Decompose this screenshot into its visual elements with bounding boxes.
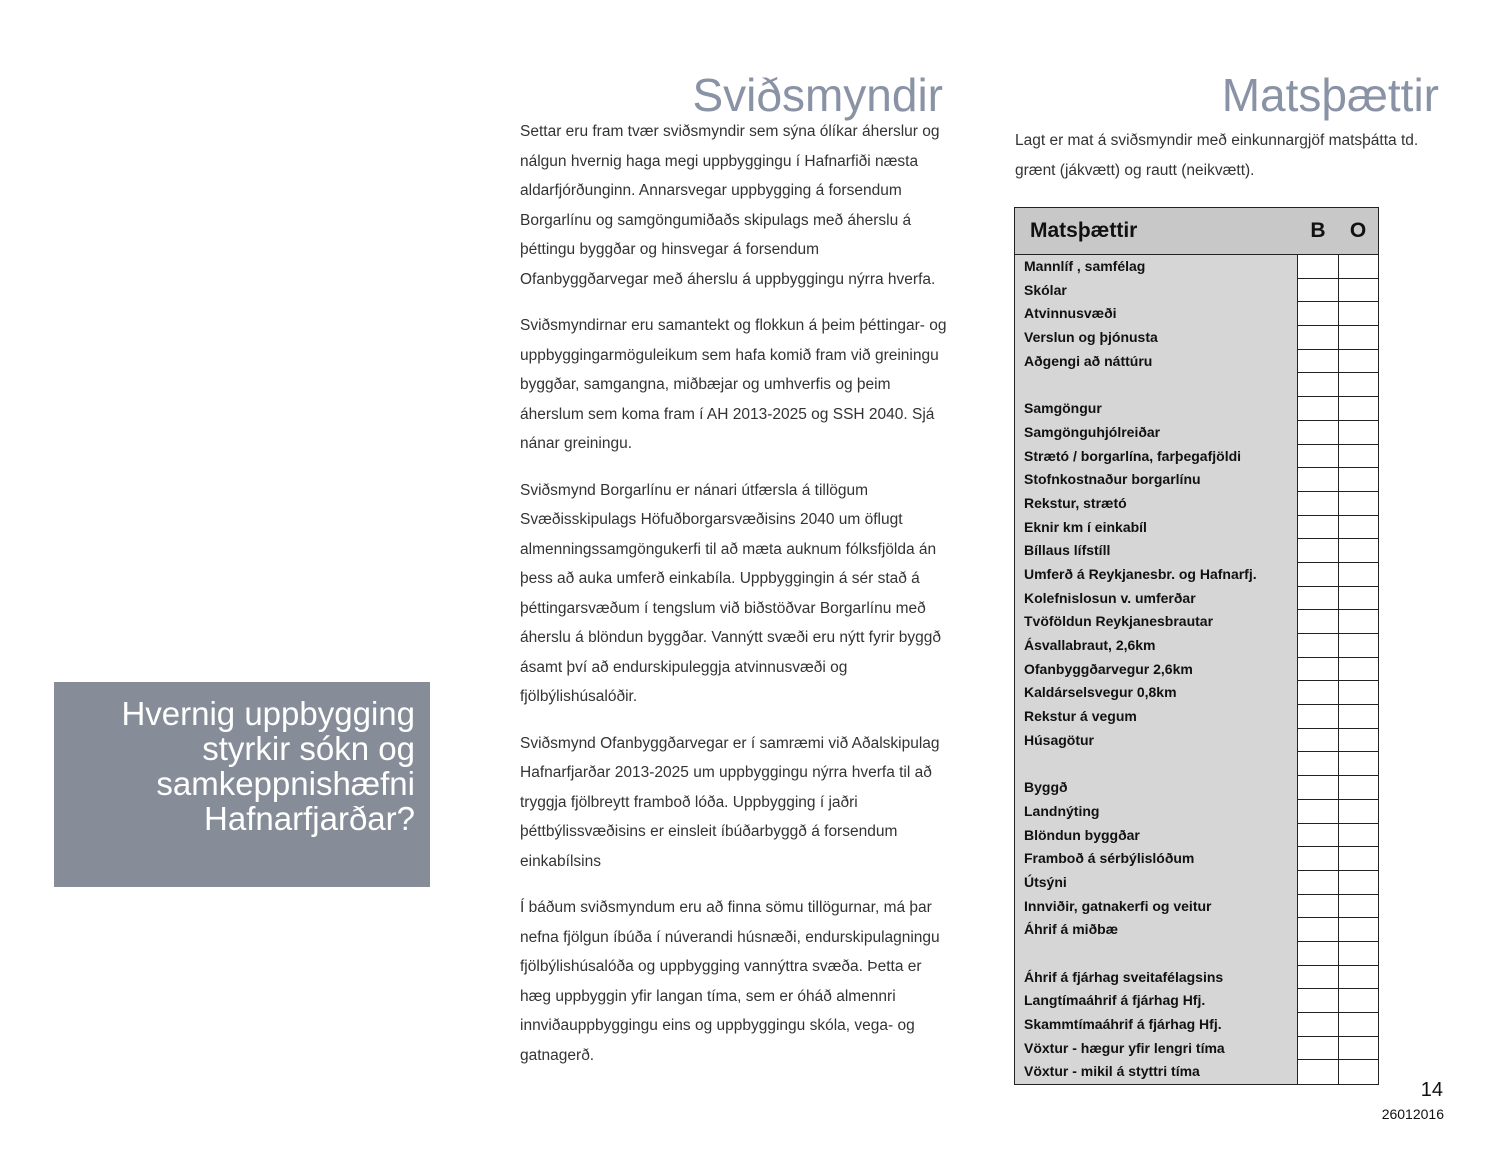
row-label: Tvöföldun Reykjanesbrautar xyxy=(1015,610,1298,634)
score-cell-b[interactable] xyxy=(1298,895,1338,919)
score-cell-b[interactable] xyxy=(1298,302,1338,326)
score-cell-o[interactable] xyxy=(1338,729,1378,753)
score-cell-o[interactable] xyxy=(1338,705,1378,729)
score-cell-o[interactable] xyxy=(1338,918,1378,942)
score-cell-b[interactable] xyxy=(1298,752,1338,776)
row-label: Rekstur á vegum xyxy=(1015,705,1298,729)
table-body xyxy=(1015,255,1378,1084)
criteria-heading: Matsþættir xyxy=(1221,69,1439,121)
score-cell-o[interactable] xyxy=(1338,539,1378,563)
score-cell-b[interactable] xyxy=(1298,1037,1338,1061)
row-label: Langtímaáhrif á fjárhag Hfj. xyxy=(1015,989,1298,1013)
score-cell-b[interactable] xyxy=(1298,326,1338,350)
row-label: Byggð xyxy=(1015,776,1298,800)
row-label: Skammtímaáhrif á fjárhag Hfj. xyxy=(1015,1013,1298,1037)
score-cell-b[interactable] xyxy=(1298,776,1338,800)
table-row xyxy=(1015,729,1378,753)
table-row xyxy=(1015,800,1378,824)
row-label: Strætó / borgarlína, farþegafjöldi xyxy=(1015,445,1298,469)
table-row xyxy=(1015,302,1378,326)
score-cell-o[interactable] xyxy=(1338,1013,1378,1037)
score-cell-b[interactable] xyxy=(1298,255,1338,279)
table-row xyxy=(1015,350,1378,374)
score-cell-o[interactable] xyxy=(1338,373,1378,397)
score-cell-b[interactable] xyxy=(1298,1060,1338,1084)
score-cell-b[interactable] xyxy=(1298,516,1338,540)
table-row xyxy=(1015,587,1378,611)
score-cell-o[interactable] xyxy=(1338,421,1378,445)
row-label: Áhrif á miðbæ xyxy=(1015,918,1298,942)
score-cell-o[interactable] xyxy=(1338,516,1378,540)
score-cell-b[interactable] xyxy=(1298,610,1338,634)
row-label: Umferð á Reykjanesbr. og Hafnarfj. xyxy=(1015,563,1298,587)
score-cell-b[interactable] xyxy=(1298,800,1338,824)
row-label xyxy=(1015,752,1298,776)
table-row xyxy=(1015,681,1378,705)
table-row xyxy=(1015,634,1378,658)
score-cell-b[interactable] xyxy=(1298,445,1338,469)
row-label: Stofnkostnaður borgarlínu xyxy=(1015,468,1298,492)
score-cell-b[interactable] xyxy=(1298,279,1338,303)
score-cell-b[interactable] xyxy=(1298,468,1338,492)
row-label: Vöxtur - mikil á styttri tíma xyxy=(1015,1060,1298,1084)
score-cell-o[interactable] xyxy=(1338,966,1378,990)
score-cell-o[interactable] xyxy=(1338,468,1378,492)
table-row xyxy=(1015,918,1378,942)
row-label: Verslun og þjónusta xyxy=(1015,326,1298,350)
score-cell-b[interactable] xyxy=(1298,421,1338,445)
score-cell-o[interactable] xyxy=(1338,587,1378,611)
score-cell-o[interactable] xyxy=(1338,681,1378,705)
score-cell-b[interactable] xyxy=(1298,539,1338,563)
header-label: Matsþættir xyxy=(1030,219,1138,242)
score-cell-b[interactable] xyxy=(1298,373,1338,397)
table-header xyxy=(1015,208,1378,255)
table-row xyxy=(1015,397,1378,421)
table-row xyxy=(1015,752,1378,776)
score-cell-o[interactable] xyxy=(1338,350,1378,374)
score-cell-o[interactable] xyxy=(1338,776,1378,800)
score-cell-o[interactable] xyxy=(1338,989,1378,1013)
table-row xyxy=(1015,255,1378,279)
row-label: Framboð á sérbýlislóðum xyxy=(1015,847,1298,871)
row-label: Innviðir, gatnakerfi og veitur xyxy=(1015,895,1298,919)
callout-text: Hvernig uppbygging styrkir sókn og samkeppnishæfni Hafnarfjarðar? xyxy=(121,695,415,837)
table-row xyxy=(1015,705,1378,729)
score-cell-b[interactable] xyxy=(1298,966,1338,990)
criteria-intro: Lagt er mat á sviðsmyndir með einkunnargjöf matsþátta td. grænt (jákvætt) og rautt (neikvætt). xyxy=(1015,132,1419,179)
row-label: Skólar xyxy=(1015,279,1298,303)
score-cell-o[interactable] xyxy=(1338,800,1378,824)
score-cell-o[interactable] xyxy=(1338,658,1378,682)
score-cell-o[interactable] xyxy=(1338,279,1378,303)
table-row xyxy=(1015,966,1378,990)
paragraph: Sviðsmynd Ofanbyggðarvegar er í samræmi við Aðalskipulag Hafnarfjarðar 2013-2025 um uppbyggingu nýrra hverfa til að tryggja fjölbreytt framboð lóða. Uppbygging í jaðri þéttbýlissvæðisins er einsleit íbúðarbyggð á forsendum einkabílsins xyxy=(520,734,940,870)
score-cell-b[interactable] xyxy=(1298,871,1338,895)
score-cell-b[interactable] xyxy=(1298,705,1338,729)
row-label: Atvinnusvæði xyxy=(1015,302,1298,326)
score-cell-o[interactable] xyxy=(1338,752,1378,776)
row-label: Áhrif á fjárhag sveitafélagsins xyxy=(1015,966,1298,990)
table-row xyxy=(1015,942,1378,966)
score-cell-b[interactable] xyxy=(1298,942,1338,966)
row-label: Landnýting xyxy=(1015,800,1298,824)
score-cell-b[interactable] xyxy=(1298,729,1338,753)
table-row xyxy=(1015,492,1378,516)
table-row xyxy=(1015,1060,1378,1084)
row-label: Rekstur, strætó xyxy=(1015,492,1298,516)
table-row xyxy=(1015,326,1378,350)
table-row xyxy=(1015,516,1378,540)
score-cell-b[interactable] xyxy=(1298,350,1338,374)
table-row xyxy=(1015,847,1378,871)
score-cell-o[interactable] xyxy=(1338,895,1378,919)
date-code: 26012016 xyxy=(1381,1106,1444,1122)
table-row xyxy=(1015,563,1378,587)
row-label: Samgönguhjólreiðar xyxy=(1015,421,1298,445)
scenarios-heading: Sviðsmyndir xyxy=(692,69,943,121)
row-label xyxy=(1015,373,1298,397)
score-cell-o[interactable] xyxy=(1338,1037,1378,1061)
row-label: Mannlíf , samfélag xyxy=(1015,255,1298,279)
score-cell-b[interactable] xyxy=(1298,824,1338,848)
score-cell-b[interactable] xyxy=(1298,681,1338,705)
score-cell-o[interactable] xyxy=(1338,871,1378,895)
table-row xyxy=(1015,658,1378,682)
row-label: Kaldárselsvegur 0,8km xyxy=(1015,681,1298,705)
score-cell-o[interactable] xyxy=(1338,942,1378,966)
score-cell-o[interactable] xyxy=(1338,397,1378,421)
table-row xyxy=(1015,776,1378,800)
row-label: Húsagötur xyxy=(1015,729,1298,753)
row-label: Blöndun byggðar xyxy=(1015,824,1298,848)
table-row xyxy=(1015,610,1378,634)
row-label: Vöxtur - hægur yfir lengri tíma xyxy=(1015,1037,1298,1061)
header-col-o: O xyxy=(1349,219,1367,242)
question-callout xyxy=(54,682,430,887)
row-label: Útsýni xyxy=(1015,871,1298,895)
paragraph: Sviðsmyndirnar eru samantekt og flokkun á þeim þéttingar- og uppbyggingarmöguleikum sem hafa komið fram við greiningu byggðar, samgangna, miðbæjar og umhverfis og þeim áherslum sem koma fram í AH 2013-2025 og SSH 2040. Sjá nánar greiningu. xyxy=(520,317,947,452)
score-cell-b[interactable] xyxy=(1298,587,1338,611)
score-cell-b[interactable] xyxy=(1298,634,1338,658)
row-label: Ásvallabraut, 2,6km xyxy=(1015,634,1298,658)
score-cell-b[interactable] xyxy=(1298,492,1338,516)
row-label: Ofanbyggðarvegur 2,6km xyxy=(1015,658,1298,682)
score-cell-o[interactable] xyxy=(1338,255,1378,279)
score-cell-o[interactable] xyxy=(1338,492,1378,516)
score-cell-o[interactable] xyxy=(1338,445,1378,469)
score-cell-b[interactable] xyxy=(1298,989,1338,1013)
row-label xyxy=(1015,942,1298,966)
score-cell-o[interactable] xyxy=(1338,634,1378,658)
score-cell-o[interactable] xyxy=(1338,1060,1378,1084)
row-label: Kolefnislosun v. umferðar xyxy=(1015,587,1298,611)
score-cell-b[interactable] xyxy=(1298,563,1338,587)
table-row xyxy=(1015,373,1378,397)
page-number: 14 xyxy=(1420,1079,1443,1101)
paragraph: Í báðum sviðsmyndum eru að finna sömu tillögurnar, má þar nefna fjölgun íbúða í núverandi húsnæði, endurskipulagningu fjölbýlishúsalóða og uppbygging vannýttra svæða. Þetta er hæg uppbyggin yfir langan tíma, sem er óháð almennri innviðauppbyggingu eins og uppbyggingu skóla, vega- og gatnagerð. xyxy=(520,899,940,1064)
table-row xyxy=(1015,445,1378,469)
table-row xyxy=(1015,279,1378,303)
table-row xyxy=(1015,539,1378,563)
row-label: Aðgengi að náttúru xyxy=(1015,350,1298,374)
table-row xyxy=(1015,468,1378,492)
score-cell-o[interactable] xyxy=(1338,302,1378,326)
paragraph: Settar eru fram tvær sviðsmyndir sem sýna ólíkar áherslur og nálgun hvernig haga megi uppbyggingu í Hafnarfiði næsta aldarfjórðunginn. Annarsvegar uppbygging á forsendum Borgarlínu og samgöngumiðaðs skipulags með áherslu á þéttingu byggðar og hinsvegar á forsendum Ofanbyggðarvegar með áherslu á uppbyggingu nýrra hverfa. xyxy=(520,123,940,288)
row-label: Samgöngur xyxy=(1015,397,1298,421)
table-row xyxy=(1015,989,1378,1013)
table-row xyxy=(1015,421,1378,445)
score-cell-o[interactable] xyxy=(1338,824,1378,848)
row-label: Bíllaus lífstíll xyxy=(1015,539,1298,563)
score-cell-o[interactable] xyxy=(1338,563,1378,587)
table-row xyxy=(1015,824,1378,848)
table-row xyxy=(1015,1013,1378,1037)
header-col-b: B xyxy=(1310,219,1326,242)
paragraph: Sviðsmynd Borgarlínu er nánari útfærsla á tillögum Svæðisskipulags Höfuðborgarsvæðisins 2040 um öflugt almenningssamgöngukerfi til að mæta auknum fólksfjölda án þess að auka umferð einkabíla. Uppbyggingin á sér stað á þéttingarsvæðum í tengslum við biðstöðvar Borgarlínu með áherslu á blöndun byggðar. Vannýtt svæði eru nýtt fyrir byggð ásamt því að endurskipuleggja atvinnusvæði og fjölbýlishúsalóðir. xyxy=(520,481,942,705)
score-cell-b[interactable] xyxy=(1298,847,1338,871)
score-cell-o[interactable] xyxy=(1338,610,1378,634)
score-cell-b[interactable] xyxy=(1298,918,1338,942)
criteria-table xyxy=(1014,207,1379,1085)
table-row xyxy=(1015,1037,1378,1061)
score-cell-b[interactable] xyxy=(1298,658,1338,682)
row-label: Eknir km í einkabíl xyxy=(1015,516,1298,540)
score-cell-b[interactable] xyxy=(1298,1013,1338,1037)
scenarios-body xyxy=(520,117,950,1087)
table-row xyxy=(1015,871,1378,895)
score-cell-o[interactable] xyxy=(1338,326,1378,350)
table-row xyxy=(1015,895,1378,919)
score-cell-b[interactable] xyxy=(1298,397,1338,421)
score-cell-o[interactable] xyxy=(1338,847,1378,871)
